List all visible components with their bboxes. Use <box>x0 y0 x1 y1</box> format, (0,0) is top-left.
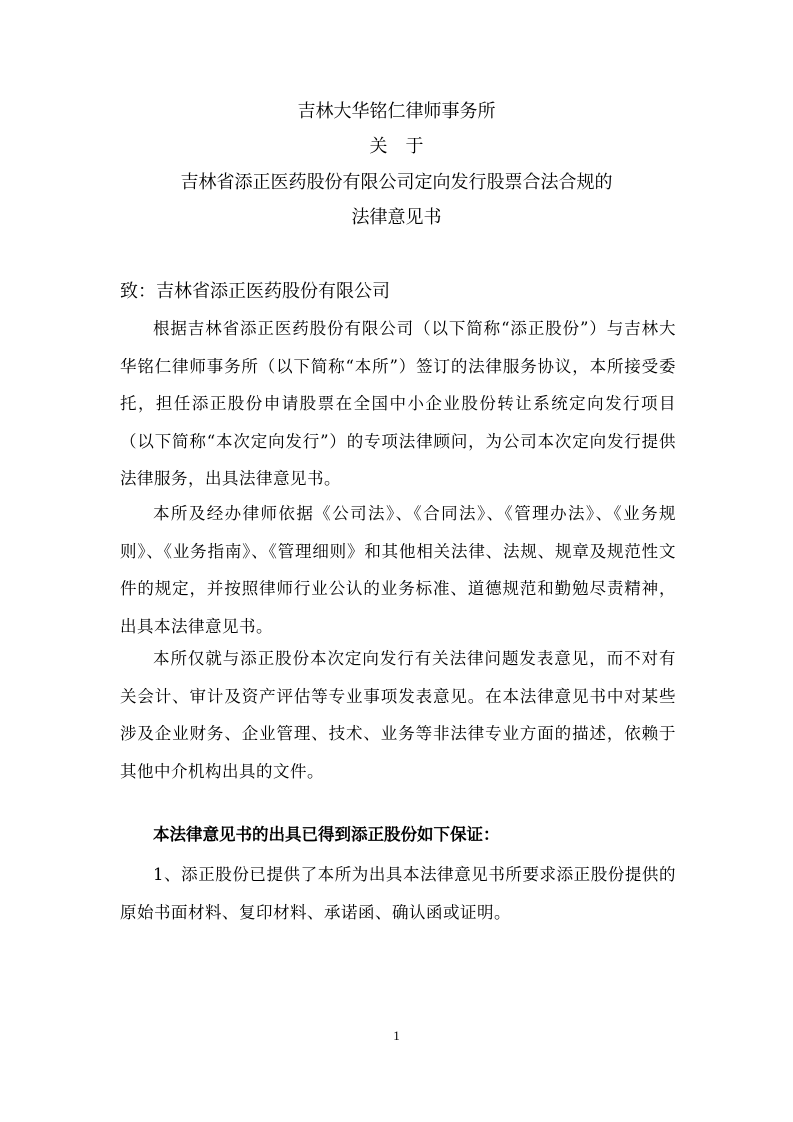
title-doc-type: 法律意见书 <box>351 207 442 228</box>
paragraph-engagement: 根据吉林省添正医药股份有限公司（以下简称“添正股份”）与吉林大华铭仁律师事务所（以下简称“本所”）签订的法律服务协议，本所接受委托，担任添正股份申请股票在全国中小企业股份转让系统定向发行项目（以下简称“本次定向发行”）的专项法律顾问，为公司本次定向发行提供法律服务，出具法律意见书。 <box>120 319 676 488</box>
addressee-line: 致：吉林省添正医药股份有限公司 <box>120 281 390 302</box>
page-number: 1 <box>393 1028 400 1043</box>
title-subject: 吉林省添正医药股份有限公司定向发行股票合法合规的 <box>180 172 613 193</box>
title-about: 关 于 <box>369 136 424 157</box>
paragraph-scope: 本所仅就与添正股份本次定向发行有关法律问题发表意见，而不对有关会计、审计及资产评估等专业事项发表意见。在本法律意见书中对某些涉及企业财务、企业管理、技术、业务等非法律专业方面的描述，依赖于其他中介机构出具的文件。 <box>120 649 676 781</box>
guarantee-item: 1、添正股份已提供了本所为出具本法律意见书所要求添正股份提供的原始书面材料、复印材料、承诺函、确认函或证明。 <box>120 865 676 922</box>
paragraph-legal-basis: 本所及经办律师依据《公司法》、《合同法》、《管理办法》、《业务规则》、《业务指南》、《管理细则》和其他相关法律、法规、规章及规范性文件的规定，并按照律师行业公认的业务标准、道德规范和勤勉尽责精神，出具本法律意见书。 <box>120 504 676 636</box>
guarantee-heading: 本法律意见书的出具已得到添正股份如下保证： <box>153 825 500 844</box>
title-firm: 吉林大华铭仁律师事务所 <box>297 101 496 122</box>
